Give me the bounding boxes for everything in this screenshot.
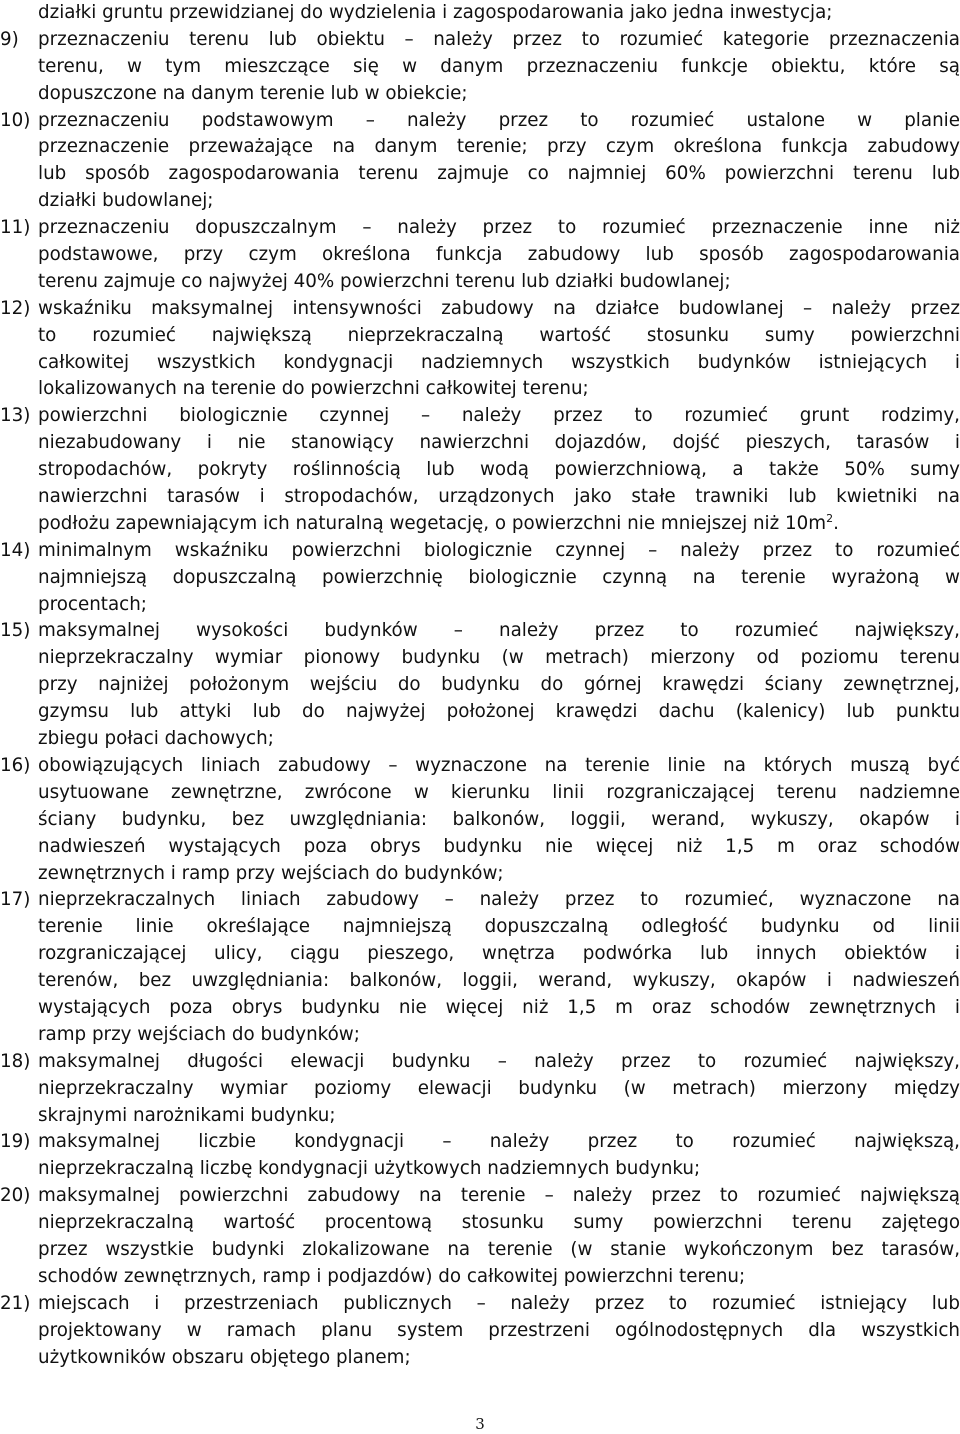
item-number: 11) (0, 217, 31, 239)
definition-item (0, 618, 960, 752)
text-line-content: nieprzekraczalnych liniach zabudowy – należy przez to rozumieć, wyznaczone na (38, 889, 960, 911)
text-line (38, 592, 960, 619)
text-line (38, 403, 960, 430)
item-text (38, 1183, 960, 1291)
text-line-content: lub sposób zagospodarowania terenu zajmuje co najmniej 60% powierzchni terenu lub (38, 163, 960, 185)
item-number: 16) (0, 754, 31, 776)
text-line (38, 1156, 960, 1183)
text-line-content: nieprzekraczalny wymiar pionowy budynku (w metrach) mierzony od poziomu terenu (38, 647, 960, 669)
item-text (38, 27, 960, 108)
definition-item (0, 296, 960, 404)
text-line (38, 834, 960, 861)
text-line (38, 861, 960, 888)
text-line-content: terenie linie określające najmniejszą dopuszczalną odległość budynku od linii (38, 916, 960, 938)
text-line-content: lokalizowanych na terenie do powierzchni całkowitej terenu; (38, 378, 589, 400)
text-line-content: przeznaczeniu dopuszczalnym – należy przez to rozumieć przeznaczenie inne niż (38, 217, 960, 239)
text-line (38, 968, 960, 995)
text-line-content: obowiązujących liniach zabudowy – wyznaczone na terenie linie na których muszą być (38, 754, 960, 776)
text-line (38, 1022, 960, 1049)
text-line-content: to rozumieć największą nieprzekraczalną wartość stosunku sumy powierzchni (38, 324, 960, 346)
text-line-content: skrajnymi narożnikami budynku; (38, 1104, 336, 1126)
text-line-content: nieprzekraczalny wymiar poziomy elewacji budynku (w metrach) mierzony między (38, 1077, 960, 1099)
item-number: 12) (0, 297, 31, 319)
text-line (38, 430, 960, 457)
item-text (38, 618, 960, 752)
text-line-content: nieprzekraczalną liczbę kondygnacji użytkowych nadziemnych budynku; (38, 1158, 701, 1180)
line-tail: . (833, 512, 839, 534)
text-line-content: zewnętrznych i ramp przy wejściach do budynków; (38, 862, 504, 884)
text-line-content: nadwieszeń wystających poza obrys budynku nie więcej niż 1,5 m oraz schodów (38, 835, 960, 857)
item-number: 13) (0, 405, 31, 427)
text-line (38, 780, 960, 807)
text-line (38, 242, 960, 269)
text-line (38, 807, 960, 834)
definition-item (0, 1291, 960, 1372)
text-line (38, 1291, 960, 1318)
text-line (38, 27, 960, 54)
text-line (38, 914, 960, 941)
text-line-content: schodów zewnętrznych, ramp i podjazdów) do całkowitej powierzchni terenu; (38, 1265, 746, 1287)
text-line (38, 1345, 960, 1372)
item-text (38, 108, 960, 216)
text-line (38, 941, 960, 968)
item-text (38, 1049, 960, 1130)
text-line (38, 376, 960, 403)
text-line-content: przy najniżej położonym wejściu do budynku do górnej krawędzi ściany zewnętrznej, (38, 674, 960, 696)
text-line-content: maksymalnej długości elewacji budynku – należy przez to rozumieć największy, (38, 1050, 960, 1072)
definition-item (0, 1129, 960, 1183)
text-line (38, 538, 960, 565)
text-line (38, 1076, 960, 1103)
item-text (38, 887, 960, 1048)
text-line-content: gzymsu lub attyki lub do najwyżej położonej krawędzi dachu (kalenicy) lub punktu (38, 701, 960, 723)
text-line (38, 887, 960, 914)
item-text (38, 1291, 960, 1372)
text-line-content: dopuszczone na danym terenie lub w obiekcie; (38, 82, 468, 104)
text-line-content: nieprzekraczalną wartość procentową stosunku sumy powierzchni terenu zajętego (38, 1212, 960, 1234)
text-line-content: maksymalnej liczbie kondygnacji – należy przez to rozumieć największą, (38, 1131, 960, 1153)
text-line-content: ramp przy wejściach do budynków; (38, 1023, 360, 1045)
text-line (38, 511, 960, 538)
definition-item (0, 538, 960, 619)
text-line-content: procentach; (38, 593, 147, 615)
text-line (38, 296, 960, 323)
text-line (38, 1264, 960, 1291)
definition-item (0, 27, 960, 108)
text-line (38, 134, 960, 161)
text-line (38, 1129, 960, 1156)
text-line-content: przeznaczeniu terenu lub obiektu – należy przez to rozumieć kategorie przeznaczenia (38, 28, 960, 50)
text-line (38, 672, 960, 699)
text-line (38, 645, 960, 672)
text-line-content: wskaźniku maksymalnej intensywności zabudowy na działce budowlanej – należy przez (38, 297, 960, 319)
text-line-content: wystających poza obrys budynku nie więcej niż 1,5 m oraz schodów zewnętrznych i (38, 996, 960, 1018)
text-line (38, 1049, 960, 1076)
item-text (38, 1129, 960, 1183)
text-line-content: przeznaczenie przeważające na danym terenie; przy czym określona funkcja zabudowy (38, 136, 960, 158)
text-line-content: przeznaczeniu podstawowym – należy przez to rozumieć ustalone w planie (38, 109, 960, 131)
text-line (38, 54, 960, 81)
text-line-content: minimalnym wskaźniku powierzchni biologicznie czynnej – należy przez to rozumieć (38, 539, 960, 561)
item-number: 9) (0, 28, 19, 50)
text-line-content: działki budowlanej; (38, 190, 214, 212)
item-number: 18) (0, 1050, 31, 1072)
item-number: 21) (0, 1292, 31, 1314)
text-line-content: ściany budynku, bez uwzględniania: balkonów, loggii, werand, wykuszy, okapów i (38, 808, 960, 830)
item-text (38, 538, 960, 619)
superscript: 2 (826, 511, 834, 525)
item-number: 10) (0, 109, 31, 131)
text-line-content: podstawowe, przy czym określona funkcja zabudowy lub sposób zagospodarowania (38, 244, 960, 266)
item-number: 19) (0, 1131, 31, 1153)
continuation-line: działki gruntu przewidzianej do wydzielenia i zagospodarowania jako jedna inwestycja; (38, 2, 833, 23)
text-line-content: projektowany w ramach planu system przestrzeni ogólnodostępnych dla wszystkich (38, 1319, 960, 1341)
text-line-content: całkowitej wszystkich kondygnacji nadziemnych wszystkich budynków istniejących i (38, 351, 960, 373)
text-line-content: terenów, bez uwzględniania: balkonów, loggii, werand, wykuszy, okapów i nadwieszeń (38, 970, 960, 992)
text-line (38, 108, 960, 135)
item-text (38, 753, 960, 887)
definition-item (0, 1049, 960, 1130)
text-line (38, 565, 960, 592)
definition-item (0, 403, 960, 537)
text-line (38, 161, 960, 188)
text-line-content: niezabudowany i nie stanowiący nawierzchni dojazdów, dojść pieszych, tarasów i (38, 432, 960, 454)
text-line (38, 753, 960, 780)
text-line (38, 323, 960, 350)
item-text (38, 296, 960, 404)
text-line-content: podłożu zapewniającym ich naturalną wegetację, o powierzchni nie mniejszej niż 10m (38, 512, 827, 534)
text-line (38, 457, 960, 484)
item-number: 20) (0, 1185, 31, 1207)
text-line (38, 484, 960, 511)
text-line (38, 1103, 960, 1130)
text-line-content: rozgraniczającej ulicy, ciągu pieszego, wnętrza podwórka lub innych obiektów i (38, 943, 960, 965)
text-line (38, 1183, 960, 1210)
definition-item (0, 753, 960, 887)
definition-item (0, 215, 960, 296)
item-number: 15) (0, 620, 31, 642)
text-line-content: użytkowników obszaru objętego planem; (38, 1346, 411, 1368)
item-number: 14) (0, 539, 31, 561)
text-line-content: miejscach i przestrzeniach publicznych – należy przez to rozumieć istniejący lub (38, 1292, 960, 1314)
text-line (38, 1210, 960, 1237)
text-line-content: zbiegu połaci dachowych; (38, 728, 274, 750)
text-line (38, 726, 960, 753)
text-line-content: powierzchni biologicznie czynnej – należy przez to rozumieć grunt rodzimy, (38, 405, 960, 427)
item-text (38, 215, 960, 296)
text-line-content: terenu, w tym mieszczące się w danym przeznaczeniu funkcje obiektu, które są (38, 55, 960, 77)
text-line (38, 1237, 960, 1264)
text-line-content: najmniejszą dopuszczalną powierzchnię biologicznie czynną na terenie wyrażoną w (38, 566, 960, 588)
text-line (38, 618, 960, 645)
page-number: 3 (475, 1415, 485, 1433)
text-line-content: przez wszystkie budynki zlokalizowane na terenie (w stanie wykończonym bez tarasów, (38, 1238, 960, 1260)
text-line (38, 215, 960, 242)
text-line-content: terenu zajmuje co najwyżej 40% powierzchni terenu lub działki budowlanej; (38, 270, 731, 292)
text-line-content: maksymalnej powierzchni zabudowy na terenie – należy przez to rozumieć największą (38, 1185, 960, 1207)
text-line-content: nawierzchni tarasów i stropodachów, urządzonych jako stałe trawniki lub kwietniki na (38, 486, 960, 508)
text-line (38, 350, 960, 377)
text-line (38, 188, 960, 215)
item-number: 17) (0, 889, 31, 911)
definition-item (0, 108, 960, 216)
text-line (38, 81, 960, 108)
text-line-content: maksymalnej wysokości budynków – należy przez to rozumieć największy, (38, 620, 960, 642)
definition-item (0, 887, 960, 1048)
text-line (38, 269, 960, 296)
definition-item (0, 1183, 960, 1291)
text-line-content: stropodachów, pokryty roślinnością lub wodą powierzchniową, a także 50% sumy (38, 459, 960, 481)
text-line (38, 699, 960, 726)
item-text (38, 403, 960, 537)
text-line (38, 995, 960, 1022)
text-line-content: usytuowane zewnętrzne, zwrócone w kierunku linii rozgraniczającej terenu nadziemne (38, 781, 960, 803)
text-line (38, 1318, 960, 1345)
